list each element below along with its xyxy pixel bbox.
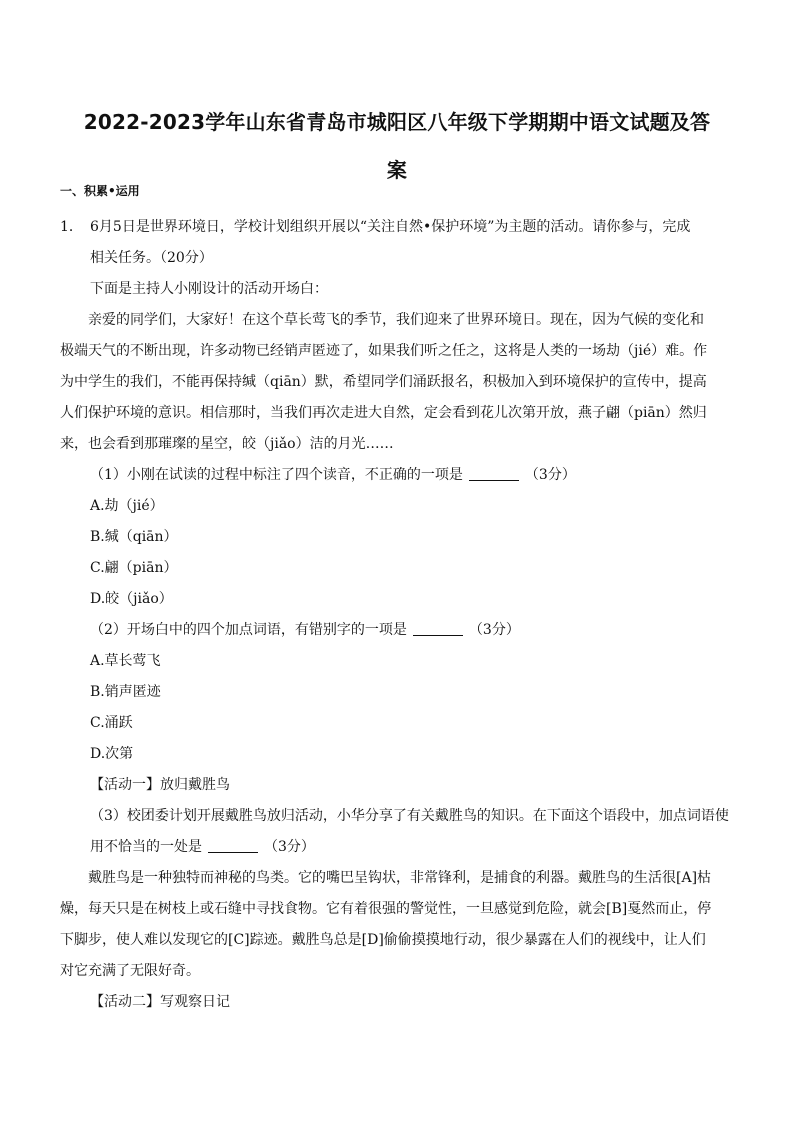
sub-question-3-line-1: （3）校团委计划开展戴胜鸟放归活动，小华分享了有关戴胜鸟的知识。在下面这个语段中，加点词语使 — [90, 808, 729, 824]
activity-1-heading: 【活动一】放归戴胜鸟 — [90, 777, 230, 793]
document-body — [60, 212, 729, 1018]
option-1c: C.翩（piān） — [90, 560, 178, 576]
title-line-1: 2022-2023学年山东省青岛市城阳区八年级下学期期中语文试题及答 — [83, 110, 711, 134]
title-line-2: 案 — [386, 158, 408, 182]
sub-question-3-line-2: 用不恰当的一处是 （3分） — [90, 839, 315, 855]
passage-line-1: 亲爱的同学们，大家好！在这个草长莺飞的季节，我们迎来了世界环境日。现在，因为气候的变化和 — [88, 312, 704, 328]
answer-blank — [469, 466, 519, 481]
section-heading: 一、积累•运用 — [60, 184, 140, 198]
sub-question-2: （2）开场白中的四个加点词语，有错别字的一项是 （3分） — [90, 622, 520, 638]
answer-blank — [413, 621, 463, 636]
passage-2-line-4: 对它充满了无限好奇。 — [60, 963, 200, 979]
activity-2-heading: 【活动二】写观察日记 — [90, 994, 230, 1010]
passage-line-4: 人们保护环境的意识。相信那时，当我们再次走进大自然，定会看到花儿次第开放，燕子翩（piān）然归 — [60, 405, 707, 421]
intro-line: 下面是主持人小刚设计的活动开场白： — [90, 281, 328, 297]
option-1a: A.劫（jié） — [90, 498, 164, 514]
passage-line-3: 为中学生的我们，不能再保持缄（qiān）默，希望同学们涌跃报名，积极加入到环境保护的宣传中，提高 — [60, 374, 707, 390]
passage-2-line-1: 戴胜鸟是一种独特而神秘的鸟类。它的嘴巴呈钩状，非常锋利，是捕食的利器。戴胜鸟的生活很[A]枯 — [88, 870, 712, 886]
option-1d: D.皎（jiǎo） — [90, 591, 173, 607]
option-2b: B.销声匿迹 — [90, 684, 161, 700]
passage-line-5: 来，也会看到那璀璨的星空，皎（jiǎo）洁的月光…… — [60, 436, 394, 452]
option-2d: D.次第 — [90, 746, 134, 762]
passage-2-line-2: 燥，每天只是在树枝上或石缝中寻找食物。它有着很强的警觉性，一旦感觉到危险，就会[B]戛然而止，停 — [60, 901, 712, 917]
question-number: 1． — [60, 219, 83, 235]
question-1-stem-line-1: 1． 6月5日是世界环境日，学校计划组织开展以“关注自然•保护环境”为主题的活动。请你参与，完成 — [60, 212, 724, 243]
option-2c: C.涌跃 — [90, 715, 133, 731]
page-title — [60, 98, 734, 194]
question-1-stem-line-2: 相关任务。（20分） — [90, 250, 213, 266]
passage-line-2: 极端天气的不断出现，许多动物已经销声匿迹了，如果我们听之任之，这将是人类的一场劫（jié）难。作 — [60, 343, 708, 359]
answer-blank — [208, 838, 258, 853]
option-1b: B.缄（qiān） — [90, 529, 178, 545]
passage-2-line-3: 下脚步，使人难以发现它的[C]踪迹。戴胜鸟总是[D]偷偷摸摸地行动，很少暴露在人们的视线中，让人们 — [60, 932, 706, 948]
sub-question-1: （1）小刚在试读的过程中标注了四个读音，不正确的一项是 （3分） — [90, 467, 576, 483]
option-2a: A.草长莺飞 — [90, 653, 161, 669]
